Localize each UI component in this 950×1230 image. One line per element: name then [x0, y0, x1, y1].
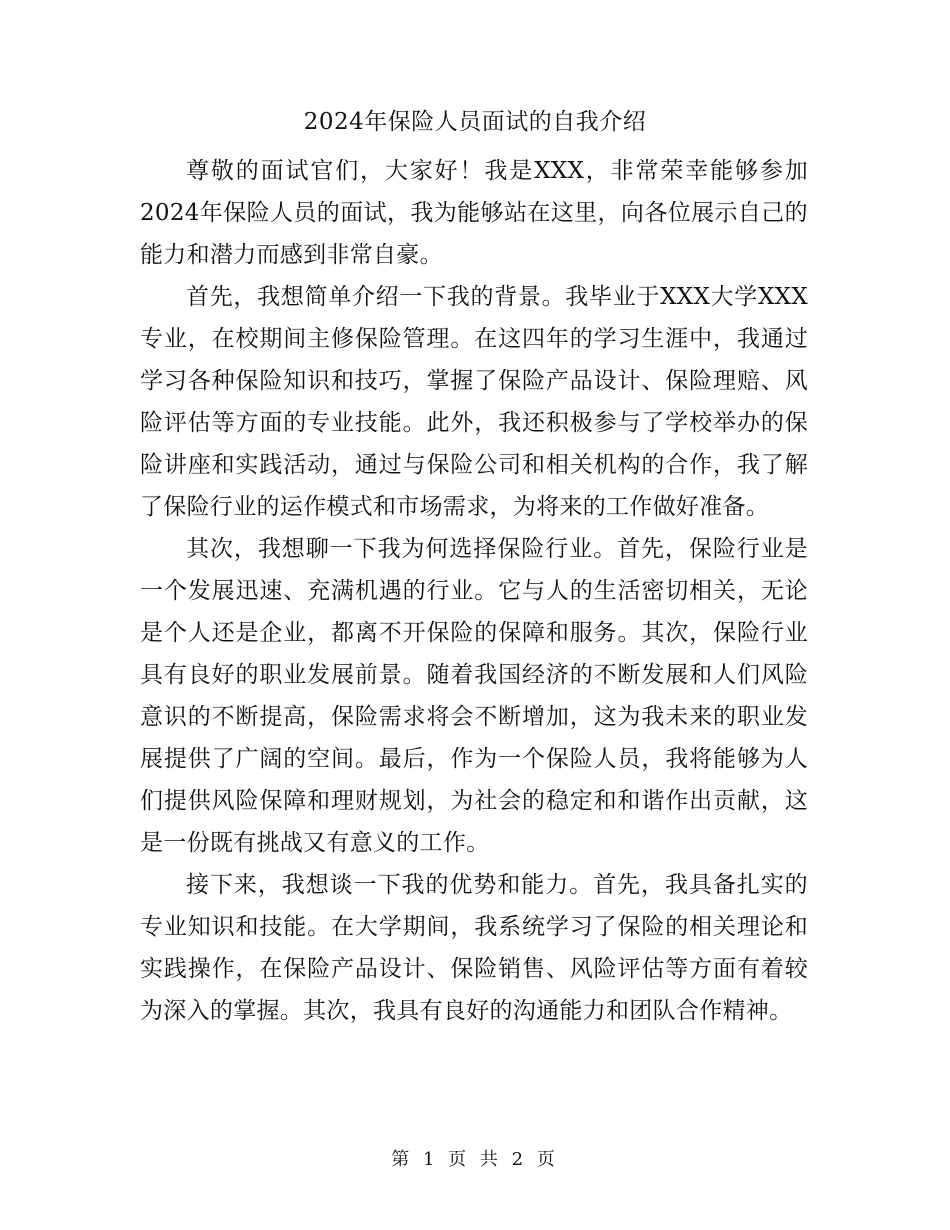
page-number-footer: 第 1 页 共 2 页 [391, 1149, 559, 1170]
paragraph-greeting: 尊敬的面试官们，大家好！我是XXX，非常荣幸能够参加2024年保险人员的面试，我为能够站在这里，向各位展示自己的能力和潜力而感到非常自豪。 [140, 158, 808, 268]
paragraph-strengths: 接下来，我想谈一下我的优势和能力。首先，我具备扎实的专业知识和技能。在大学期间，我系统学习了保险的相关理论和实践操作，在保险产品设计、保险销售、风险评估等方面有着较为深入的掌握。其次，我具有良好的沟通能力和团队合作精神。 [140, 872, 808, 1024]
paragraph-background: 首先，我想简单介绍一下我的背景。我毕业于XXX大学XXX专业，在校期间主修保险管理。在这四年的学习生涯中，我通过学习各种保险知识和技巧，掌握了保险产品设计、保险理赔、风险评估等方面的专业技能。此外，我还积极参与了学校举办的保险讲座和实践活动，通过与保险公司和相关机构的合作，我了解了保险行业的运作模式和市场需求，为将来的工作做好准备。 [140, 284, 808, 520]
document-title: 2024年保险人员面试的自我介绍 [303, 109, 647, 135]
paragraph-motivation: 其次，我想聊一下我为何选择保险行业。首先，保险行业是一个发展迅速、充满机遇的行业。它与人的生活密切相关，无论是个人还是企业，都离不开保险的保障和服务。其次，保险行业具有良好的职业发展前景。随着我国经济的不断发展和人们风险意识的不断提高，保险需求将会不断增加，这为我未来的职业发展提供了广阔的空间。最后，作为一个保险人员，我将能够为人们提供风险保障和理财规划，为社会的稳定和和谐作出贡献，这是一份既有挑战又有意义的工作。 [140, 536, 808, 856]
document-body [140, 150, 808, 1032]
